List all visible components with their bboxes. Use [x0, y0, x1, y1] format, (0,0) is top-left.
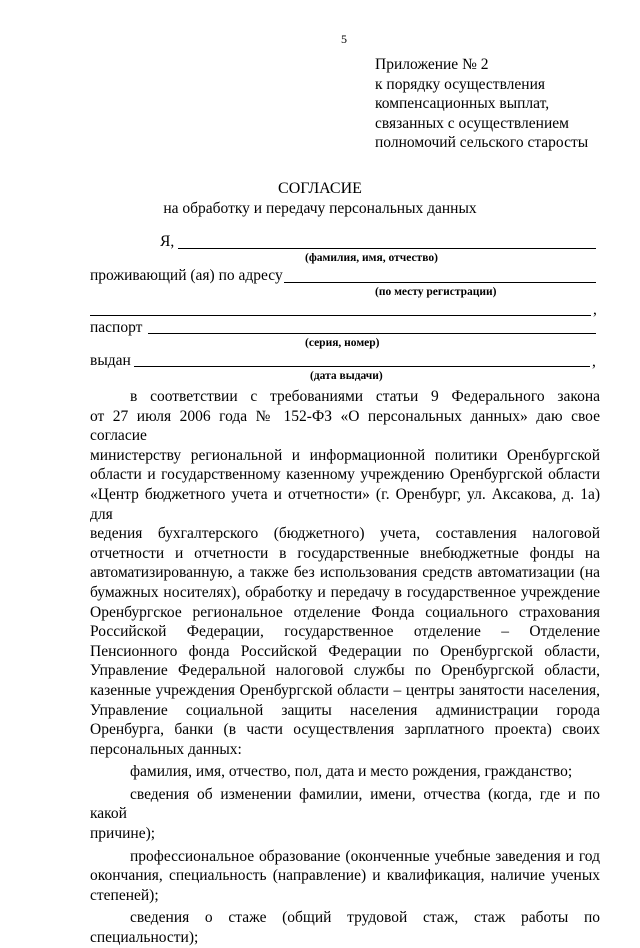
list-item-cont: окончания, специальность (направление) и квалификация, наличие ученых [90, 867, 600, 885]
text-line: Управление социальной защиты населения администрации города [90, 701, 600, 719]
list-item-cont: специальности); [90, 929, 199, 947]
address-continuation-line[interactable] [90, 315, 591, 316]
appendix-line: связанных с осуществлением [375, 114, 569, 132]
consent-body [90, 387, 600, 948]
issued-field-line[interactable] [134, 366, 590, 367]
list-item: фамилия, имя, отчество, пол, дата и место рождения, гражданство; [130, 763, 573, 781]
issued-label: выдан [90, 352, 131, 369]
list-item: сведения об изменении фамилии, имени, отчества (когда, где и по какой [90, 785, 600, 823]
text-line: «Центр бюджетного учета и отчетности» (г. Оренбург, ул. Аксакова, д. 1а) для [90, 485, 600, 523]
i-label: Я, [160, 233, 175, 250]
issued-comma: , [592, 353, 596, 370]
appendix-line: к порядку осуществления [375, 75, 546, 93]
fio-hint: (фамилия, имя, отчество) [305, 252, 438, 264]
text-line: министерству региональной и информационной политики Оренбургской [90, 446, 600, 464]
issued-hint: (дата выдачи) [310, 370, 383, 382]
appendix-line: полномочий сельского старосты [375, 134, 589, 151]
passport-label: паспорт [90, 319, 143, 336]
page-number: 5 [341, 32, 347, 46]
text-line: области и государственному казенному учреждению Оренбургской области [90, 466, 600, 484]
list-item: профессиональное образование (оконченные учебные заведения и год [130, 847, 600, 865]
appendix-header [375, 55, 588, 153]
text-line: Оренбургское региональное отделение Фонда социального страхования [90, 603, 600, 621]
passport-field-line[interactable] [148, 333, 596, 334]
text-line: казенные учреждения Оренбургской области – центры занятости населения, [90, 681, 600, 699]
text-line: ведения бухгалтерского (бюджетного) учета, составления налоговой [90, 525, 600, 543]
list-item-cont: причине); [90, 825, 156, 843]
document-title: СОГЛАСИЕ [278, 180, 362, 197]
appendix-line: Приложение № 2 [375, 56, 489, 73]
list-item: сведения о стаже (общий трудовой стаж, стаж работы по [130, 909, 600, 927]
passport-hint: (серия, номер) [305, 337, 380, 349]
address-comma: , [593, 301, 597, 318]
list-item-cont: степеней); [90, 886, 159, 904]
text-line: Пенсионного фонда Российской Федерации по Оренбургской области, [90, 642, 600, 660]
text-line: отчетности и отчетности в государственные внебюджетные фонды на [90, 544, 600, 562]
text-line: Российской Федерации, государственное отделение – Отделение [90, 623, 600, 641]
text-line: в соответствии с требованиями статьи 9 Федерального закона [130, 388, 600, 405]
address-field-line[interactable] [284, 282, 596, 283]
text-line: автоматизированную, а также без использования средств автоматизации (на [90, 564, 600, 582]
text-line: Оренбурга, банки (в части осуществления зарплатного проекта) своих [90, 721, 600, 739]
address-label: проживающий (ая) по адресу [90, 267, 283, 284]
text-line: персональных данных: [90, 740, 242, 758]
text-line: Управление Федеральной налоговой службы по Оренбургской области, [90, 662, 600, 680]
fio-field-line[interactable] [178, 248, 596, 249]
text-line: бумажных носителях), обработку и передачу в государственное учреждение [90, 583, 600, 601]
appendix-line: компенсационных выплат, [375, 95, 550, 112]
text-line: от 27 июля 2006 года № 152-ФЗ «О персональных данных» даю свое согласие [90, 407, 600, 445]
document-subtitle: на обработку и передачу персональных данных [163, 200, 477, 217]
address-hint: (по месту регистрации) [375, 286, 497, 298]
